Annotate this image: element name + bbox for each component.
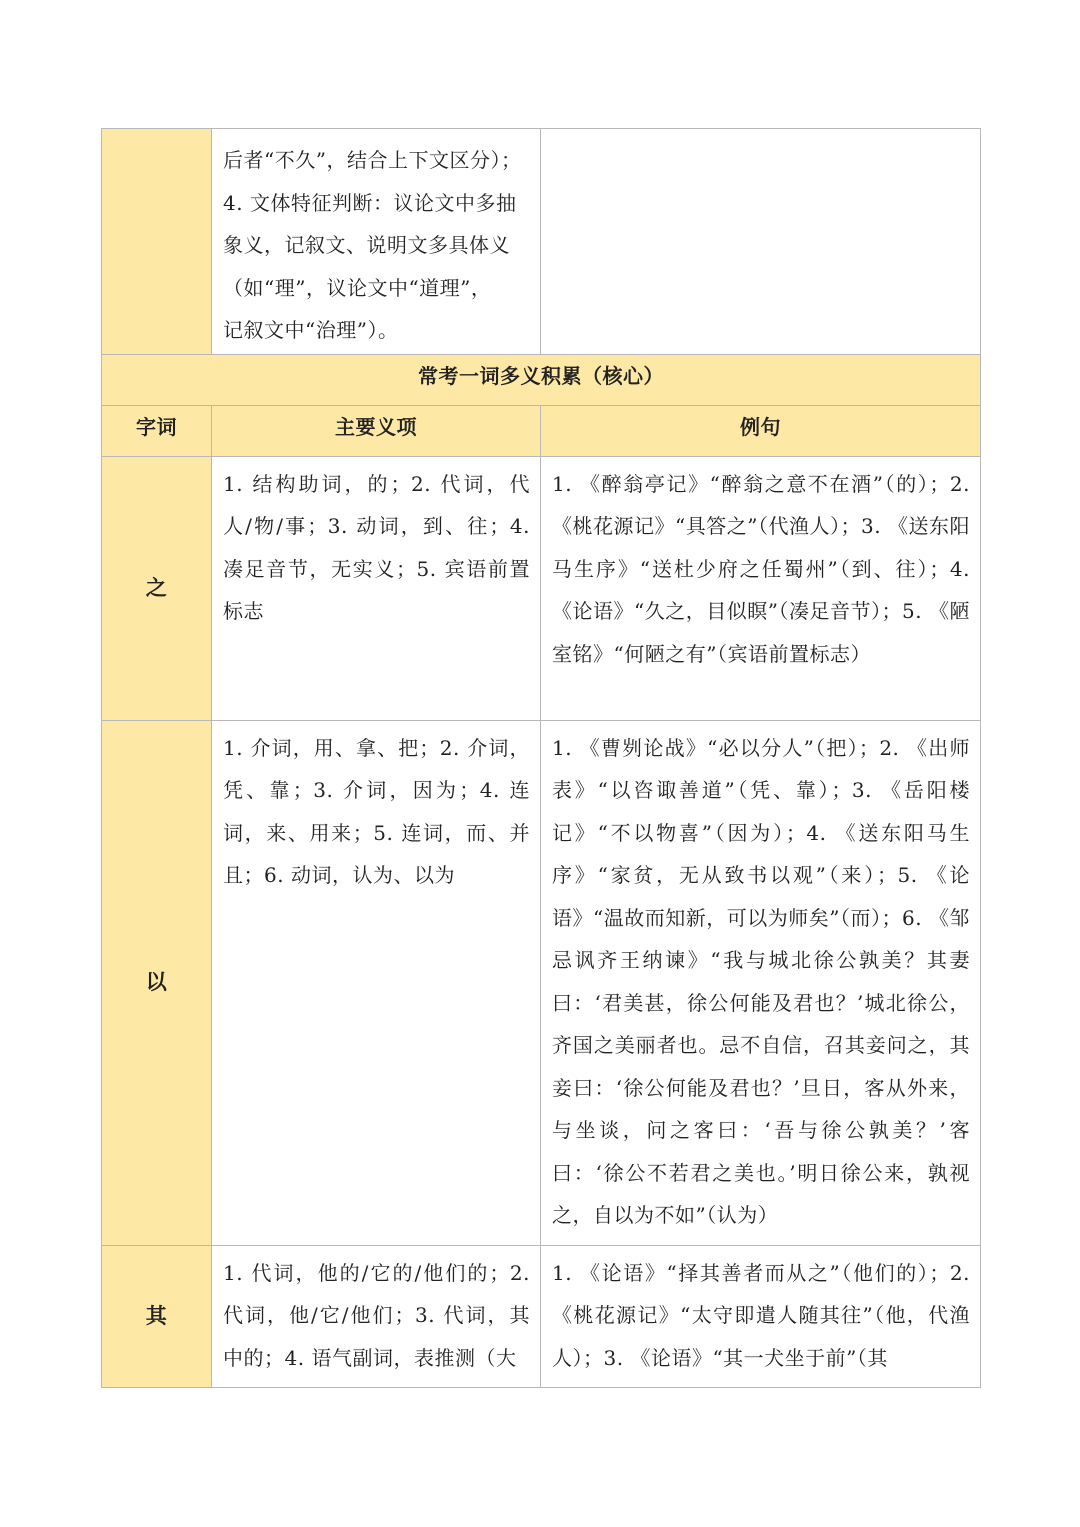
word-cell: 之 (102, 456, 212, 720)
continuation-meanings-cell (212, 129, 541, 355)
meanings-cell (212, 720, 541, 1245)
continuation-line: 记叙文中“治理”）。 (223, 318, 399, 342)
meanings-cell (212, 456, 541, 720)
meanings-text: 1. 介词，用、拿、把；2. 介词，凭、靠；3. 介词，因为；4. 连词，来、用来；5. 连词，而、并且；6. 动词，认为、以为 (223, 735, 530, 887)
word-cell: 以 (102, 720, 212, 1245)
table-row (102, 1245, 981, 1388)
meanings-text: 1. 结构助词，的；2. 代词，代人/物/事；3. 动词，到、往；4. 凑足音节，无实义；5. 宾语前置标志 (223, 471, 530, 623)
vocabulary-table (101, 128, 981, 1388)
table-row (102, 720, 981, 1245)
column-header-meanings: 主要义项 (212, 405, 541, 456)
section-title: 常考一词多义积累（核心） (102, 354, 981, 405)
column-header-row (102, 405, 981, 456)
column-header-word: 字词 (102, 405, 212, 456)
examples-cell (541, 456, 981, 720)
continuation-row (102, 129, 981, 355)
column-header-examples: 例句 (541, 405, 981, 456)
section-title-row (102, 354, 981, 405)
examples-cell (541, 720, 981, 1245)
examples-text: 1. 《曹刿论战》“必以分人”（把）；2. 《出师表》“以咨诹善道”（凭、靠）；3. 《岳阳楼记》“不以物喜”（因为）；4. 《送东阳马生序》“家贫，无从致书以观”（来）；5. 《论语》“温故而知新，可以为师矣”（而）；6. 《邹忌讽齐王纳谏》“我与城北徐公孰美？其妻曰：‘君美甚，徐公何能及君也？’城北徐公，齐国之美丽者也。忌不自信，召其妾问之，其妾曰：‘徐公何能及君也？’旦日，客从外来，与坐谈，问之客曰：‘吾与徐公孰美？’客曰：‘徐公不若君之美也。’明日徐公来，孰视之，自以为不如”（认为） (552, 735, 970, 1227)
table-row (102, 456, 981, 720)
continuation-word-cell (102, 129, 212, 355)
continuation-line: （如“理”，议论文中“道理”， (223, 275, 492, 300)
examples-text: 1. 《醉翁亭记》“醉翁之意不在酒”（的）；2. 《桃花源记》“具答之”（代渔人）；3. 《送东阳马生序》“送杜少府之任蜀州”（到、往）；4. 《论语》“久之，目似瞑”（凑足音节）；5. 《陋室铭》“何陋之有”（宾语前置标志） (552, 471, 970, 666)
meanings-text: 1. 代词，他的/它的/他们的；2. 代词，他/它/他们；3. 代词，其中的；4. 语气副词，表推测（大 (223, 1260, 530, 1370)
meanings-cell (212, 1245, 541, 1388)
continuation-examples-cell (541, 129, 981, 355)
continuation-line: 后者“不久”，结合上下文区分）； (223, 148, 522, 172)
examples-text: 1. 《论语》“择其善者而从之”（他们的）；2. 《桃花源记》“太守即遣人随其往”（他，代渔人）；3. 《论语》“其一犬坐于前”（其 (552, 1260, 970, 1370)
continuation-line: 4. 文体特征判断：议论文中多抽 (223, 190, 517, 215)
word-cell: 其 (102, 1245, 212, 1388)
examples-cell (541, 1245, 981, 1388)
continuation-line: 象义，记叙文、说明文多具体义 (223, 233, 510, 257)
